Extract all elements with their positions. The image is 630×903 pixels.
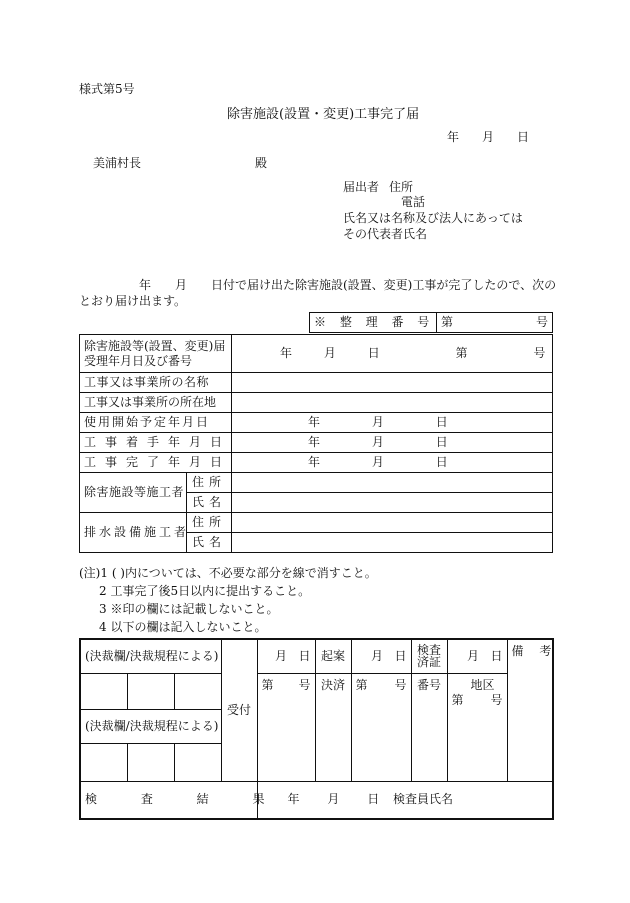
site-name-label: 工事又は事業所の名称	[80, 373, 232, 393]
note-3: 3 ※印の欄には記載しないこと。	[99, 602, 279, 616]
inspection-result-value: 年 月 日 検査員氏名	[257, 781, 553, 819]
notifier-name-line1: 氏名又は名称及び法人にあっては	[343, 211, 523, 225]
form-title: 除害施設(設置・変更)工事完了届	[227, 107, 420, 122]
site-location-label: 工事又は事業所の所在地	[80, 393, 232, 413]
facility-contractor-address-label: 住所	[187, 473, 232, 493]
date-year-label: 年	[447, 130, 460, 144]
addressee: 美浦村長	[93, 156, 142, 170]
date-month-label: 月	[482, 130, 495, 144]
approval-stamp-cell	[174, 743, 221, 781]
registration-number-table	[309, 312, 553, 333]
number-label: 番号	[411, 673, 447, 781]
honorific: 殿	[255, 156, 268, 170]
notifier-name-line2: その代表者氏名	[343, 227, 428, 241]
start-use-date-value: 年 月 日	[232, 413, 553, 433]
body-text-line1: 日付で届け出た除害施設(設置、変更)工事が完了したので、次の	[211, 278, 557, 292]
drainage-contractor-name-label: 氏名	[187, 533, 232, 553]
approval-stamp-cell	[174, 673, 221, 709]
body-year-label: 年	[139, 278, 152, 292]
drainage-contractor-address-value	[232, 513, 553, 533]
inspection-result-label: 検 査 結 果	[80, 781, 257, 819]
approval-stamp-cell	[80, 673, 127, 709]
registration-number-label: ※ 整 理 番 号	[310, 313, 437, 333]
note-2: 2 工事完了後5日以内に提出すること。	[99, 584, 311, 598]
remarks-cell: 備 考	[507, 639, 553, 781]
notifier-label: 届出者	[343, 180, 380, 194]
start-use-date-label: 使用開始予定年月日	[80, 413, 232, 433]
facility-contractor-name-value	[232, 493, 553, 513]
form-number: 様式第5号	[79, 82, 135, 96]
approval-column-label-2: (決裁欄/決裁規程による)	[80, 709, 221, 743]
site-name-value	[232, 373, 553, 393]
approval-stamp-cell	[127, 673, 174, 709]
table-row	[80, 373, 553, 393]
table-row	[80, 393, 553, 413]
office-use-table	[79, 638, 558, 820]
drainage-contractor-address-label: 住所	[187, 513, 232, 533]
inspection-cert-date-cell: 月 日	[447, 639, 507, 673]
table-row	[80, 433, 553, 453]
settlement-number-cell: 第 号	[351, 673, 411, 781]
construction-start-value: 年 月 日	[232, 433, 553, 453]
approval-stamp-cell	[127, 743, 174, 781]
district-number-cell: 地区 第 号	[447, 673, 507, 781]
construction-start-label: 工事着手年月日	[80, 433, 232, 453]
table-row	[80, 781, 553, 819]
receipt-number-cell: 第 号	[257, 673, 315, 781]
draft-label: 起案	[315, 639, 351, 673]
table-row	[80, 335, 553, 373]
table-row	[80, 673, 553, 709]
drainage-contractor-name-value	[232, 533, 553, 553]
receipt-value-cell: 年 月 日 第 号	[232, 335, 553, 373]
construction-complete-value: 年 月 日	[232, 453, 553, 473]
table-row	[80, 639, 553, 673]
table-row	[80, 473, 553, 493]
drainage-contractor-label: 排水設備施工者	[80, 513, 187, 553]
date-day-label: 日	[517, 130, 530, 144]
main-table	[79, 334, 553, 553]
approval-column-label-1: (決裁欄/決裁規程による)	[80, 639, 221, 673]
settlement-label: 決済	[315, 673, 351, 781]
receipt-label-cell: 除害施設等(設置、変更)届 受理年月日及び番号	[80, 335, 232, 373]
table-row	[80, 453, 553, 473]
inspection-cert-label: 検査 済証	[411, 639, 447, 673]
facility-contractor-label: 除害施設等施工者	[80, 473, 187, 513]
site-location-value	[232, 393, 553, 413]
registration-number-value: 第 号	[437, 313, 553, 333]
body-month-label: 月	[175, 278, 188, 292]
approval-stamp-cell	[80, 743, 127, 781]
construction-complete-label: 工事完了年月日	[80, 453, 232, 473]
receipt-stamp-cell: 受付	[221, 639, 257, 781]
table-row	[80, 413, 553, 433]
draft-date-cell: 月 日	[351, 639, 411, 673]
facility-contractor-name-label: 氏名	[187, 493, 232, 513]
body-text-line2: とおり届け出ます。	[79, 294, 187, 308]
notifier-phone-label: 電話	[401, 195, 426, 209]
receipt-date-cell: 月 日	[257, 639, 315, 673]
note-4: 4 以下の欄は記入しないこと。	[99, 620, 267, 634]
notifier-address-label: 住所	[389, 180, 414, 194]
table-row	[80, 513, 553, 533]
note-1: (注)1 ( )内については、不必要な部分を線で消すこと。	[79, 566, 377, 580]
facility-contractor-address-value	[232, 473, 553, 493]
